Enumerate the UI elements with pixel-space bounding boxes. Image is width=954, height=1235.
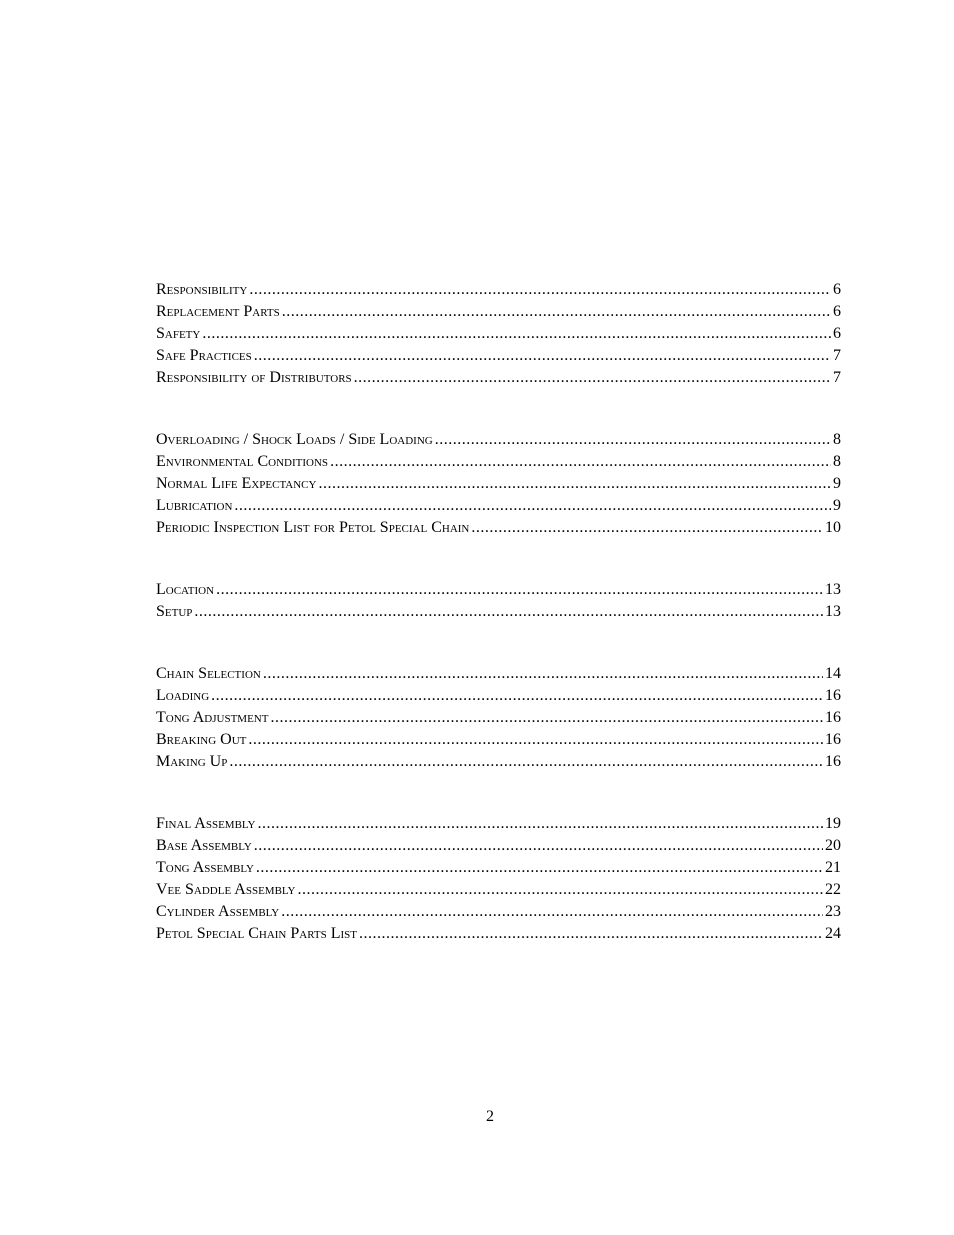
toc-entry-page: 19 [825, 815, 841, 832]
toc-dot-leader [257, 813, 823, 835]
toc-entry-page: 16 [825, 731, 841, 748]
toc-entry[interactable] [156, 923, 841, 945]
toc-dot-leader [297, 879, 823, 901]
toc-entry[interactable] [156, 345, 841, 367]
toc-entry[interactable] [156, 517, 841, 539]
toc-entry[interactable] [156, 429, 841, 451]
toc-entry-title: Vee Saddle Assembly [156, 881, 296, 898]
toc-entry[interactable] [156, 495, 841, 517]
toc-entry-page: 20 [825, 837, 841, 854]
toc-dot-leader [318, 473, 831, 495]
toc-entry[interactable] [156, 813, 841, 835]
toc-dot-leader [216, 579, 823, 601]
toc-entry-title: Lubrication [156, 497, 233, 514]
toc-entry-title: Cylinder Assembly [156, 903, 280, 920]
toc-group-maintenance [156, 429, 841, 539]
toc-entry[interactable] [156, 707, 841, 729]
toc-entry-page: 7 [833, 347, 841, 364]
toc-entry[interactable] [156, 279, 841, 301]
toc-entry-title: Tong Adjustment [156, 709, 269, 726]
toc-entry-title: Safety [156, 325, 201, 342]
toc-entry[interactable] [156, 451, 841, 473]
toc-entry-title: Overloading / Shock Loads / Side Loading [156, 431, 433, 448]
toc-entry-page: 6 [833, 303, 841, 320]
toc-entry-page: 23 [825, 903, 841, 920]
toc-dot-leader [359, 923, 823, 945]
toc-dot-leader [282, 301, 831, 323]
toc-entry-title: Periodic Inspection List for Petol Special Chain [156, 519, 470, 536]
toc-entry-title: Setup [156, 603, 193, 620]
toc-entry-page: 7 [833, 369, 841, 386]
toc-entry-title: Responsibility [156, 281, 248, 298]
toc-entry[interactable] [156, 879, 841, 901]
toc-entry-page: 10 [825, 519, 841, 536]
toc-group-safety [156, 279, 841, 389]
page-number: 2 [486, 1108, 494, 1125]
toc-entry[interactable] [156, 835, 841, 857]
toc-entry[interactable] [156, 601, 841, 623]
toc-entry[interactable] [156, 901, 841, 923]
toc-dot-leader [202, 323, 831, 345]
toc-dot-leader [234, 495, 831, 517]
toc-dot-leader [354, 367, 831, 389]
toc-dot-leader [435, 429, 831, 451]
toc-dot-leader [330, 451, 831, 473]
toc-entry-page: 16 [825, 753, 841, 770]
toc-entry-page: 6 [833, 281, 841, 298]
toc-entry[interactable] [156, 663, 841, 685]
toc-dot-leader [211, 685, 823, 707]
toc-dot-leader [249, 279, 831, 301]
toc-dot-leader [263, 663, 823, 685]
toc-entry-title: Normal Life Expectancy [156, 475, 317, 492]
toc-entry-title: Environmental Conditions [156, 453, 329, 470]
toc-entry-title: Loading [156, 687, 210, 704]
toc-entry-page: 8 [833, 453, 841, 470]
toc-dot-leader [270, 707, 823, 729]
toc-entry[interactable] [156, 301, 841, 323]
toc-entry[interactable] [156, 579, 841, 601]
toc-entry[interactable] [156, 751, 841, 773]
toc-entry[interactable] [156, 857, 841, 879]
toc-entry[interactable] [156, 367, 841, 389]
toc-dot-leader [254, 345, 831, 367]
toc-entry-title: Final Assembly [156, 815, 256, 832]
toc-entry-page: 16 [825, 687, 841, 704]
toc-entry-title: Safe Practices [156, 347, 252, 364]
table-of-contents [156, 279, 841, 945]
toc-dot-leader [229, 751, 823, 773]
toc-entry-page: 21 [825, 859, 841, 876]
toc-entry-page: 13 [825, 581, 841, 598]
toc-entry-title: Tong Assembly [156, 859, 254, 876]
toc-entry-page: 6 [833, 325, 841, 342]
toc-entry[interactable] [156, 323, 841, 345]
toc-entry-title: Making Up [156, 753, 228, 770]
toc-entry-title: Location [156, 581, 215, 598]
toc-entry-title: Petol Special Chain Parts List [156, 925, 357, 942]
toc-entry-page: 16 [825, 709, 841, 726]
toc-entry-page: 14 [825, 665, 841, 682]
toc-entry-page: 13 [825, 603, 841, 620]
toc-group-installation [156, 579, 841, 623]
toc-entry-title: Chain Selection [156, 665, 261, 682]
toc-entry-page: 8 [833, 431, 841, 448]
toc-entry-title: Breaking Out [156, 731, 247, 748]
toc-entry-page: 24 [825, 925, 841, 942]
toc-entry-page: 9 [833, 475, 841, 492]
toc-entry[interactable] [156, 473, 841, 495]
toc-entry-page: 22 [825, 881, 841, 898]
toc-dot-leader [248, 729, 823, 751]
toc-dot-leader [254, 835, 823, 857]
toc-dot-leader [281, 901, 823, 923]
toc-dot-leader [471, 517, 823, 539]
toc-entry[interactable] [156, 685, 841, 707]
toc-dot-leader [194, 601, 823, 623]
toc-entry-title: Base Assembly [156, 837, 252, 854]
toc-entry-page: 9 [833, 497, 841, 514]
toc-group-operation [156, 663, 841, 773]
toc-dot-leader [256, 857, 823, 879]
toc-entry-title: Replacement Parts [156, 303, 280, 320]
toc-entry-title: Responsibility of Distributors [156, 369, 352, 386]
toc-entry[interactable] [156, 729, 841, 751]
toc-group-parts [156, 813, 841, 945]
